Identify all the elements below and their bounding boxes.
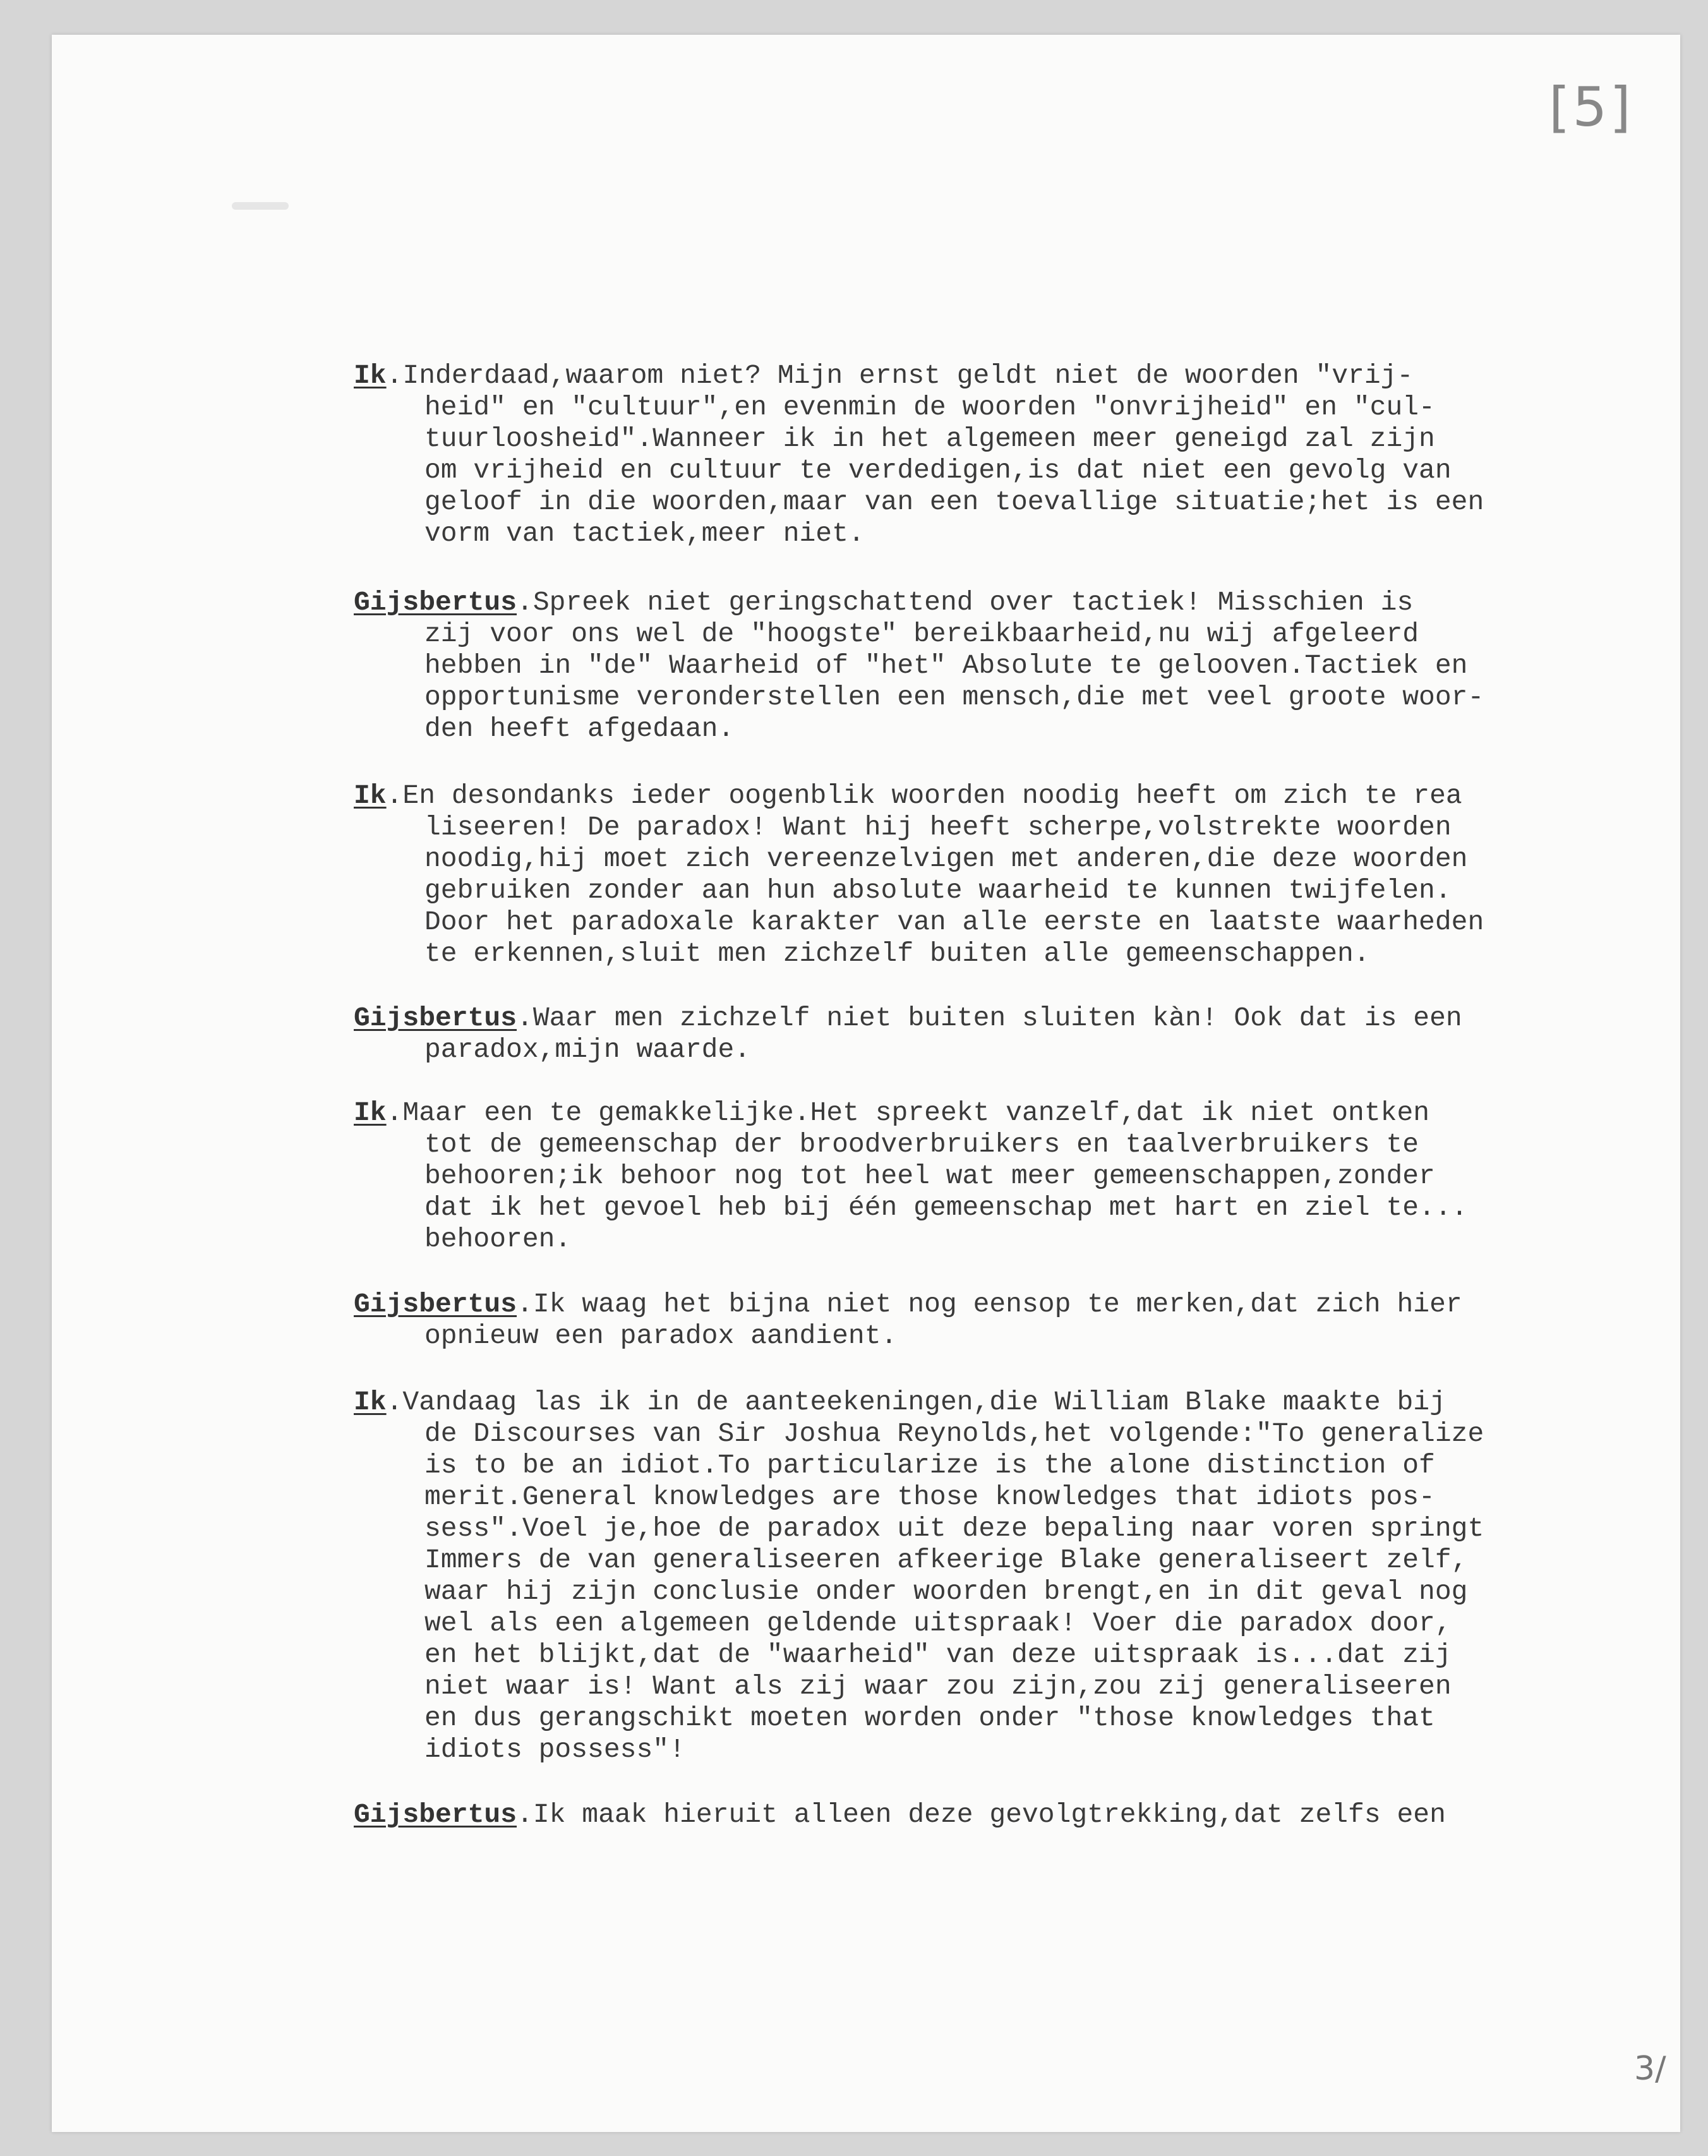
dialogue-paragraph <box>354 1799 1674 1831</box>
line-text: de Discourses van Sir Joshua Reynolds,het volgende:"To generalize <box>424 1418 1484 1449</box>
speaker-name: Gijsbertus <box>354 1289 517 1320</box>
line-text: waar hij zijn conclusie onder woorden brengt,en in dit geval nog <box>424 1576 1468 1607</box>
speaker-name: Ik <box>354 1097 387 1128</box>
line-text: en het blijkt,dat de "waarheid" van deze uitspraak is...dat zij <box>424 1639 1452 1670</box>
line-text: te erkennen,sluit men zichzelf buiten alle gemeenschappen. <box>424 938 1370 969</box>
line-text: Immers de van generaliseeren afkeerige Blake generaliseert zelf, <box>424 1545 1468 1575</box>
line-text: .En desondanks ieder oogenblik woorden noodig heeft om zich te rea <box>386 780 1462 811</box>
line-text: geloof in die woorden,maar van een toevallige situatie;het is een <box>424 486 1484 517</box>
line-text: tuurloosheid".Wanneer ik in het algemeen meer geneigd zal zijn <box>424 423 1435 454</box>
line-text: .Waar men zichzelf niet buiten sluiten kàn! Ook dat is een <box>517 1003 1462 1033</box>
first-line <box>354 1097 1674 1129</box>
dialogue-paragraph <box>354 1003 1674 1066</box>
first-line <box>354 1799 1674 1831</box>
line-text: en dus gerangschikt moeten worden onder "those knowledges that <box>424 1702 1435 1733</box>
line-text: is to be an idiot.To particularize is the alone distinction of <box>424 1450 1435 1481</box>
line-text: opportunisme veronderstellen een mensch,die met veel groote woor- <box>424 682 1484 713</box>
line-text: opnieuw een paradox aandient. <box>424 1320 898 1351</box>
speaker-name: Ik <box>354 1387 387 1418</box>
first-line <box>354 587 1674 618</box>
speaker-name: Ik <box>354 360 387 391</box>
line-text: heid" en "cultuur",en evenmin de woorden "onvrijheid" en "cul- <box>424 392 1435 423</box>
speaker-name: Gijsbertus <box>354 1003 517 1033</box>
line-text: den heeft afgedaan. <box>424 713 735 744</box>
first-line <box>354 1003 1674 1034</box>
line-text: om vrijheid en cultuur te verdedigen,is dat niet een gevolg van <box>424 455 1452 486</box>
page-number: [5] <box>1549 76 1633 139</box>
line-text: .Spreek niet geringschattend over tactiek! Misschien is <box>517 587 1414 618</box>
dialogue-paragraph <box>354 1289 1674 1352</box>
line-text: behooren. <box>424 1224 572 1255</box>
dialogue-paragraph <box>354 780 1674 970</box>
line-text: tot de gemeenschap der broodverbruikers en taalverbruikers te <box>424 1129 1419 1160</box>
dialogue-paragraph <box>354 1387 1674 1766</box>
dialogue-paragraph <box>354 587 1674 745</box>
line-text: merit.General knowledges are those knowledges that idiots pos- <box>424 1481 1435 1512</box>
line-text: zij voor ons wel de "hoogste" bereikbaarheid,nu wij afgeleerd <box>424 618 1419 649</box>
line-text: .Ik waag het bijna niet nog eensop te merken,dat zich hier <box>517 1289 1462 1320</box>
line-text: .Maar een te gemakkelijke.Het spreekt vanzelf,dat ik niet ontken <box>386 1097 1430 1128</box>
first-line <box>354 780 1674 812</box>
first-line <box>354 1387 1674 1418</box>
line-text: dat ik het gevoel heb bij één gemeenschap met hart en ziel te... <box>424 1192 1468 1223</box>
line-text: .Vandaag las ik in de aanteekeningen,die William Blake maakte bij <box>386 1387 1446 1418</box>
speaker-name: Gijsbertus <box>354 1799 517 1830</box>
speaker-name: Ik <box>354 780 387 811</box>
line-text: .Ik maak hieruit alleen deze gevolgtrekking,dat zelfs een <box>517 1799 1446 1830</box>
line-text: vorm van tactiek,meer niet. <box>424 518 865 549</box>
line-text: Door het paradoxale karakter van alle eerste en laatste waarheden <box>424 906 1484 937</box>
line-text: paradox,mijn waarde. <box>424 1034 751 1065</box>
line-text: behooren;ik behoor nog tot heel wat meer gemeenschappen,zonder <box>424 1160 1435 1191</box>
first-line <box>354 1289 1674 1320</box>
first-line <box>354 360 1674 392</box>
line-text: noodig,hij moet zich vereenzelvigen met anderen,die deze woorden <box>424 843 1468 874</box>
line-text: idiots possess"! <box>424 1734 685 1765</box>
dialogue-paragraph <box>354 1097 1674 1255</box>
line-text: liseeren! De paradox! Want hij heeft scherpe,volstrekte woorden <box>424 812 1452 843</box>
dialogue-paragraph <box>354 360 1674 550</box>
line-text: gebruiken zonder aan hun absolute waarheid te kunnen twijfelen. <box>424 875 1452 906</box>
line-text: hebben in "de" Waarheid of "het" Absolute te gelooven.Tactiek en <box>424 650 1468 681</box>
line-text: sess".Voel je,hoe de paradox uit deze bepaling naar voren springt <box>424 1513 1484 1544</box>
line-text: wel als een algemeen geldende uitspraak! Voer die paradox door, <box>424 1608 1452 1639</box>
speaker-name: Gijsbertus <box>354 587 517 618</box>
folio-mark: 3/ <box>1634 2050 1666 2088</box>
line-text: niet waar is! Want als zij waar zou zijn,zou zij generaliseeren <box>424 1671 1452 1702</box>
line-text: .Inderdaad,waarom niet? Mijn ernst geldt niet de woorden "vrij- <box>386 360 1414 391</box>
